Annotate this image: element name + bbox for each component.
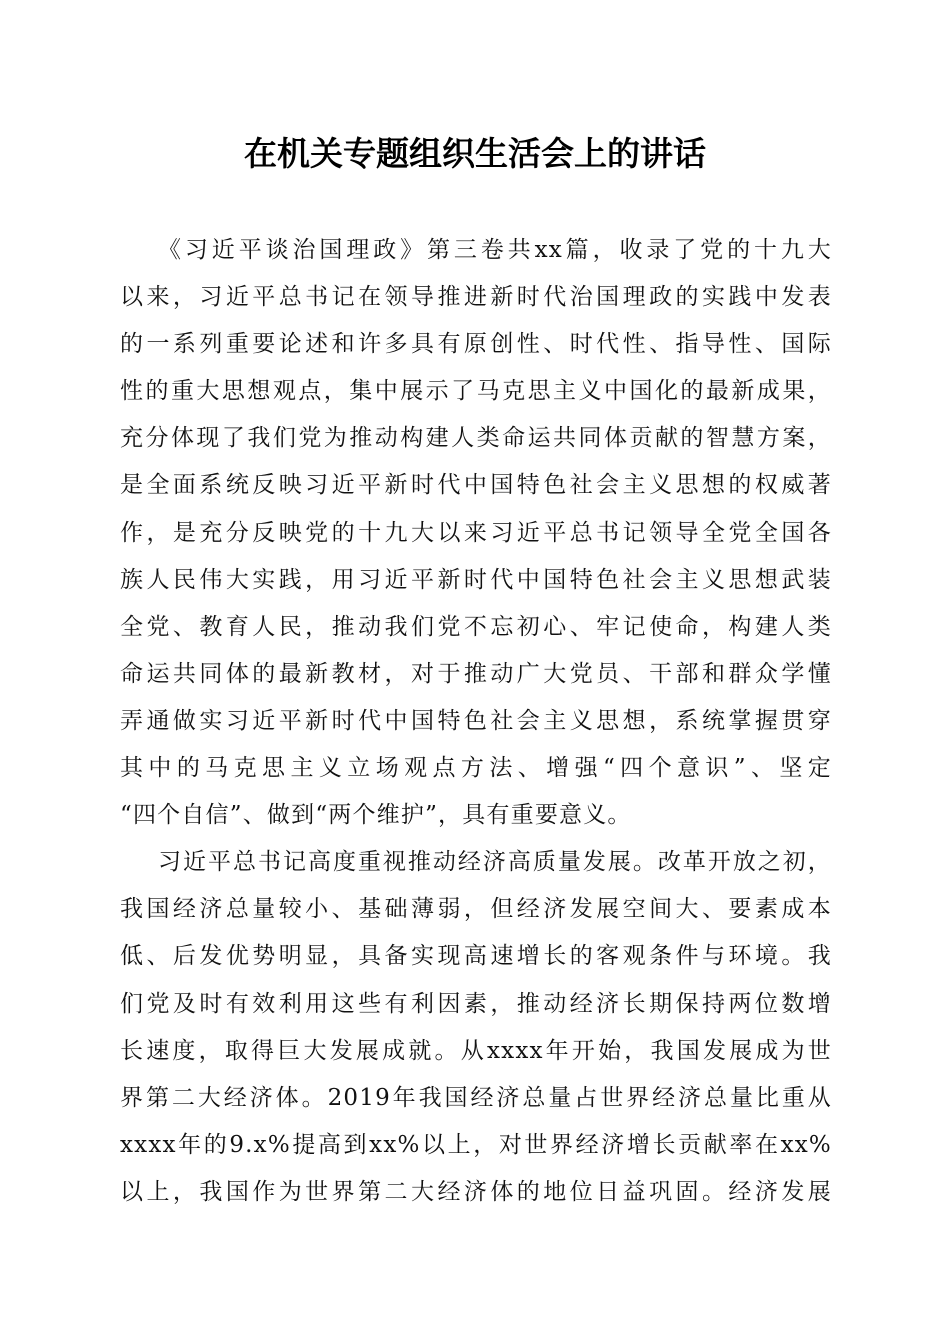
document-title: 在机关专题组织生活会上的讲话 xyxy=(244,134,706,173)
paragraph-line: “四个自信”、做到“两个维护”，具有重要意义。 xyxy=(120,802,632,829)
paragraph-2 xyxy=(120,839,832,1216)
paragraph-line: 界第二大经济体。2019年我国经济总量占世界经济总量比重从 xyxy=(120,1084,832,1111)
paragraph-line: xxxx年的9.x%提高到xx%以上，对世界经济增长贡献率在xx% xyxy=(120,1131,832,1158)
paragraph-line: 作，是充分反映党的十九大以来习近平总书记领导全党全国各 xyxy=(120,519,832,546)
paragraph-line: 《习近平谈治国理政》第三卷共xx篇，收录了党的十九大 xyxy=(158,237,832,263)
paragraph-line: 我国经济总量较小、基础薄弱，但经济发展空间大、要素成本 xyxy=(120,896,832,923)
paragraph-line: 是全面系统反映习近平新时代中国特色社会主义思想的权威著 xyxy=(120,472,832,499)
paragraph-line: 充分体现了我们党为推动构建人类命运共同体贡献的智慧方案， xyxy=(120,425,832,452)
paragraph-line: 长速度，取得巨大发展成就。从xxxx年开始，我国发展成为世 xyxy=(120,1037,832,1064)
paragraph-1 xyxy=(120,227,832,839)
paragraph-line: 习近平总书记高度重视推动经济高质量发展。改革开放之初， xyxy=(158,849,832,876)
paragraph-line: 弄通做实习近平新时代中国特色社会主义思想，系统掌握贯穿 xyxy=(120,707,832,734)
paragraph-line: 全党、教育人民，推动我们党不忘初心、牢记使命，构建人类 xyxy=(120,613,832,640)
paragraph-line: 们党及时有效利用这些有利因素，推动经济长期保持两位数增 xyxy=(120,990,832,1017)
paragraph-line: 命运共同体的最新教材，对于推动广大党员、干部和群众学懂 xyxy=(120,660,832,687)
paragraph-line: 以上，我国作为世界第二大经济体的地位日益巩固。经济发展 xyxy=(120,1178,832,1205)
paragraph-line: 性的重大思想观点，集中展示了马克思主义中国化的最新成果， xyxy=(120,378,832,405)
paragraph-line: 其中的马克思主义立场观点方法、增强“四个意识”、坚定 xyxy=(120,755,832,782)
paragraph-line: 族人民伟大实践，用习近平新时代中国特色社会主义思想武装 xyxy=(120,566,832,593)
paragraph-line: 的一系列重要论述和许多具有原创性、时代性、指导性、国际 xyxy=(120,331,832,358)
paragraph-line: 以来，习近平总书记在领导推进新时代治国理政的实践中发表 xyxy=(120,284,832,311)
document-body xyxy=(120,227,832,1216)
paragraph-line: 低、后发优势明显，具备实现高速增长的客观条件与环境。我 xyxy=(120,943,832,970)
